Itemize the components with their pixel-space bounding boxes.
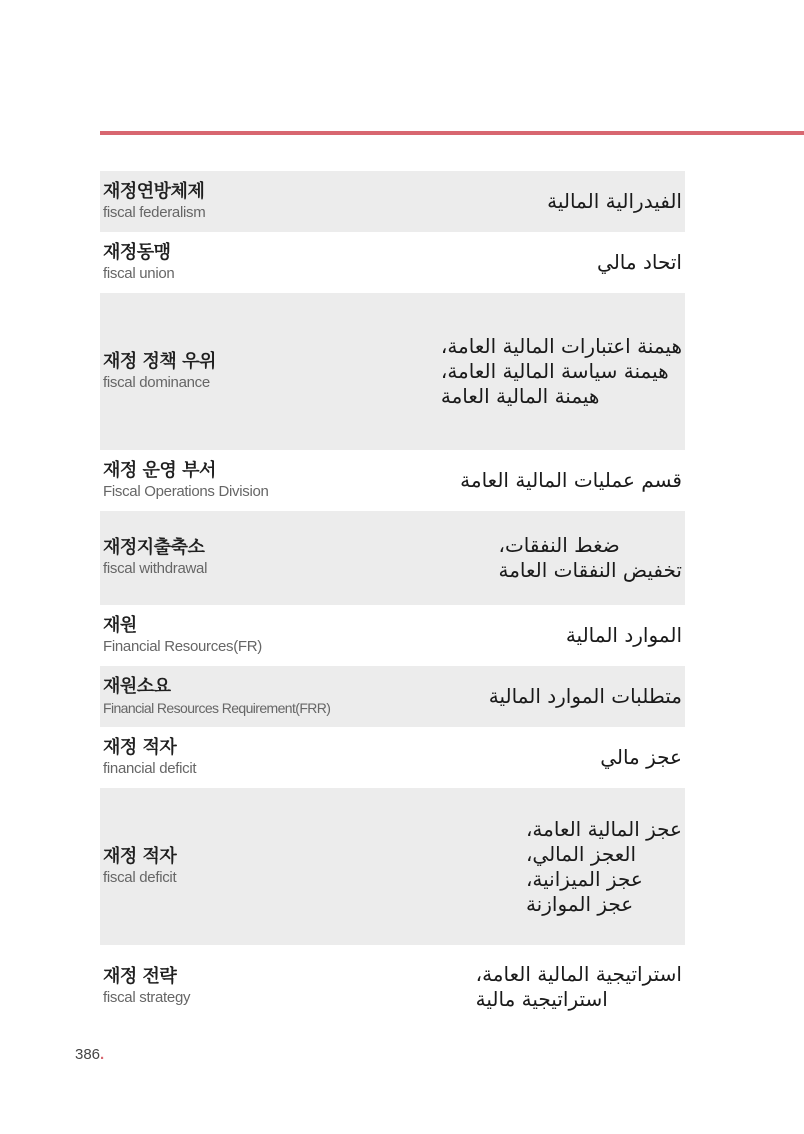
english-term: Financial Resources(FR): [103, 637, 262, 655]
arabic-term: هيمنة اعتبارات المالية العامة،: [440, 334, 682, 358]
term-source: [103, 615, 262, 657]
arabic-translation: [547, 189, 682, 214]
arabic-translation: [498, 533, 682, 583]
arabic-translation: [597, 250, 682, 275]
glossary-row: [100, 605, 685, 666]
glossary-row: [100, 511, 685, 605]
arabic-term: متطلبات الموارد المالية: [488, 684, 682, 708]
arabic-term: عجز الميزانية،: [525, 866, 643, 891]
glossary-row: [100, 293, 685, 450]
term-source: [103, 181, 205, 223]
arabic-translation: [476, 962, 682, 1012]
page-number-dot: .: [100, 1046, 105, 1063]
english-term: fiscal dominance: [103, 373, 210, 391]
arabic-translation: [600, 745, 682, 770]
arabic-term: هيمنة المالية العامة: [440, 384, 600, 408]
arabic-translation: [489, 684, 682, 709]
korean-term: 재정 전략: [103, 966, 177, 987]
english-term: fiscal federalism: [103, 203, 206, 221]
korean-term: 재정 정책 우위: [103, 350, 216, 372]
term-source: [103, 351, 216, 393]
glossary-row: [100, 945, 685, 1029]
arabic-translation: [441, 334, 682, 409]
arabic-term: عجز مالي: [600, 745, 682, 769]
english-term: fiscal deficit: [103, 868, 177, 886]
arabic-term: الفيدرالية المالية: [547, 189, 682, 213]
glossary-table: [100, 171, 685, 1029]
glossary-row: [100, 788, 685, 945]
arabic-term: استراتيجية المالية العامة،: [475, 962, 682, 986]
english-term: Financial Resources Requirement(FRR): [103, 699, 331, 716]
arabic-term: الموارد المالية: [565, 623, 682, 647]
english-term: financial deficit: [103, 759, 197, 777]
korean-term: 재정지출축소: [103, 537, 205, 558]
arabic-term: عجز الموازنة: [525, 891, 634, 916]
arabic-term: ضغط النفقات،: [498, 533, 620, 557]
arabic-translation: [526, 817, 682, 917]
arabic-term: قسم عمليات المالية العامة: [460, 468, 682, 492]
arabic-term: عجز المالية العامة،: [525, 816, 682, 841]
arabic-term: استراتيجية مالية: [475, 987, 608, 1011]
arabic-term: العجز المالي،: [525, 841, 637, 866]
term-source: [103, 966, 190, 1008]
arabic-term: هيمنة سياسة المالية العامة،: [440, 359, 669, 383]
korean-term: 재정동맹: [103, 241, 171, 263]
page-number: [75, 1046, 104, 1063]
page-number-value: 386: [75, 1046, 101, 1063]
term-source: [103, 737, 196, 779]
arabic-translation: [460, 468, 682, 493]
arabic-translation: [566, 623, 682, 648]
korean-term: 재정연방체제: [103, 180, 205, 202]
glossary-row: [100, 666, 685, 727]
term-source: [103, 242, 174, 284]
term-source: [103, 460, 269, 502]
arabic-term: اتحاد مالي: [597, 250, 682, 274]
english-term: fiscal union: [103, 264, 175, 282]
term-source: [103, 676, 330, 718]
arabic-term: تخفيض النفقات العامة: [498, 558, 682, 582]
glossary-row: [100, 450, 685, 511]
glossary-row: [100, 727, 685, 788]
korean-term: 재원소요: [103, 675, 171, 697]
korean-term: 재정 운영 부서: [103, 459, 216, 481]
english-term: fiscal strategy: [103, 989, 191, 1006]
term-source: [103, 537, 207, 579]
glossary-row: [100, 171, 685, 232]
korean-term: 재원: [103, 614, 137, 636]
korean-term: 재정 적자: [103, 845, 177, 867]
glossary-row: [100, 232, 685, 293]
term-source: [103, 846, 176, 888]
english-term: Fiscal Operations Division: [103, 482, 269, 500]
english-term: fiscal withdrawal: [103, 560, 208, 577]
korean-term: 재정 적자: [103, 736, 177, 758]
header-rule: [100, 131, 804, 135]
